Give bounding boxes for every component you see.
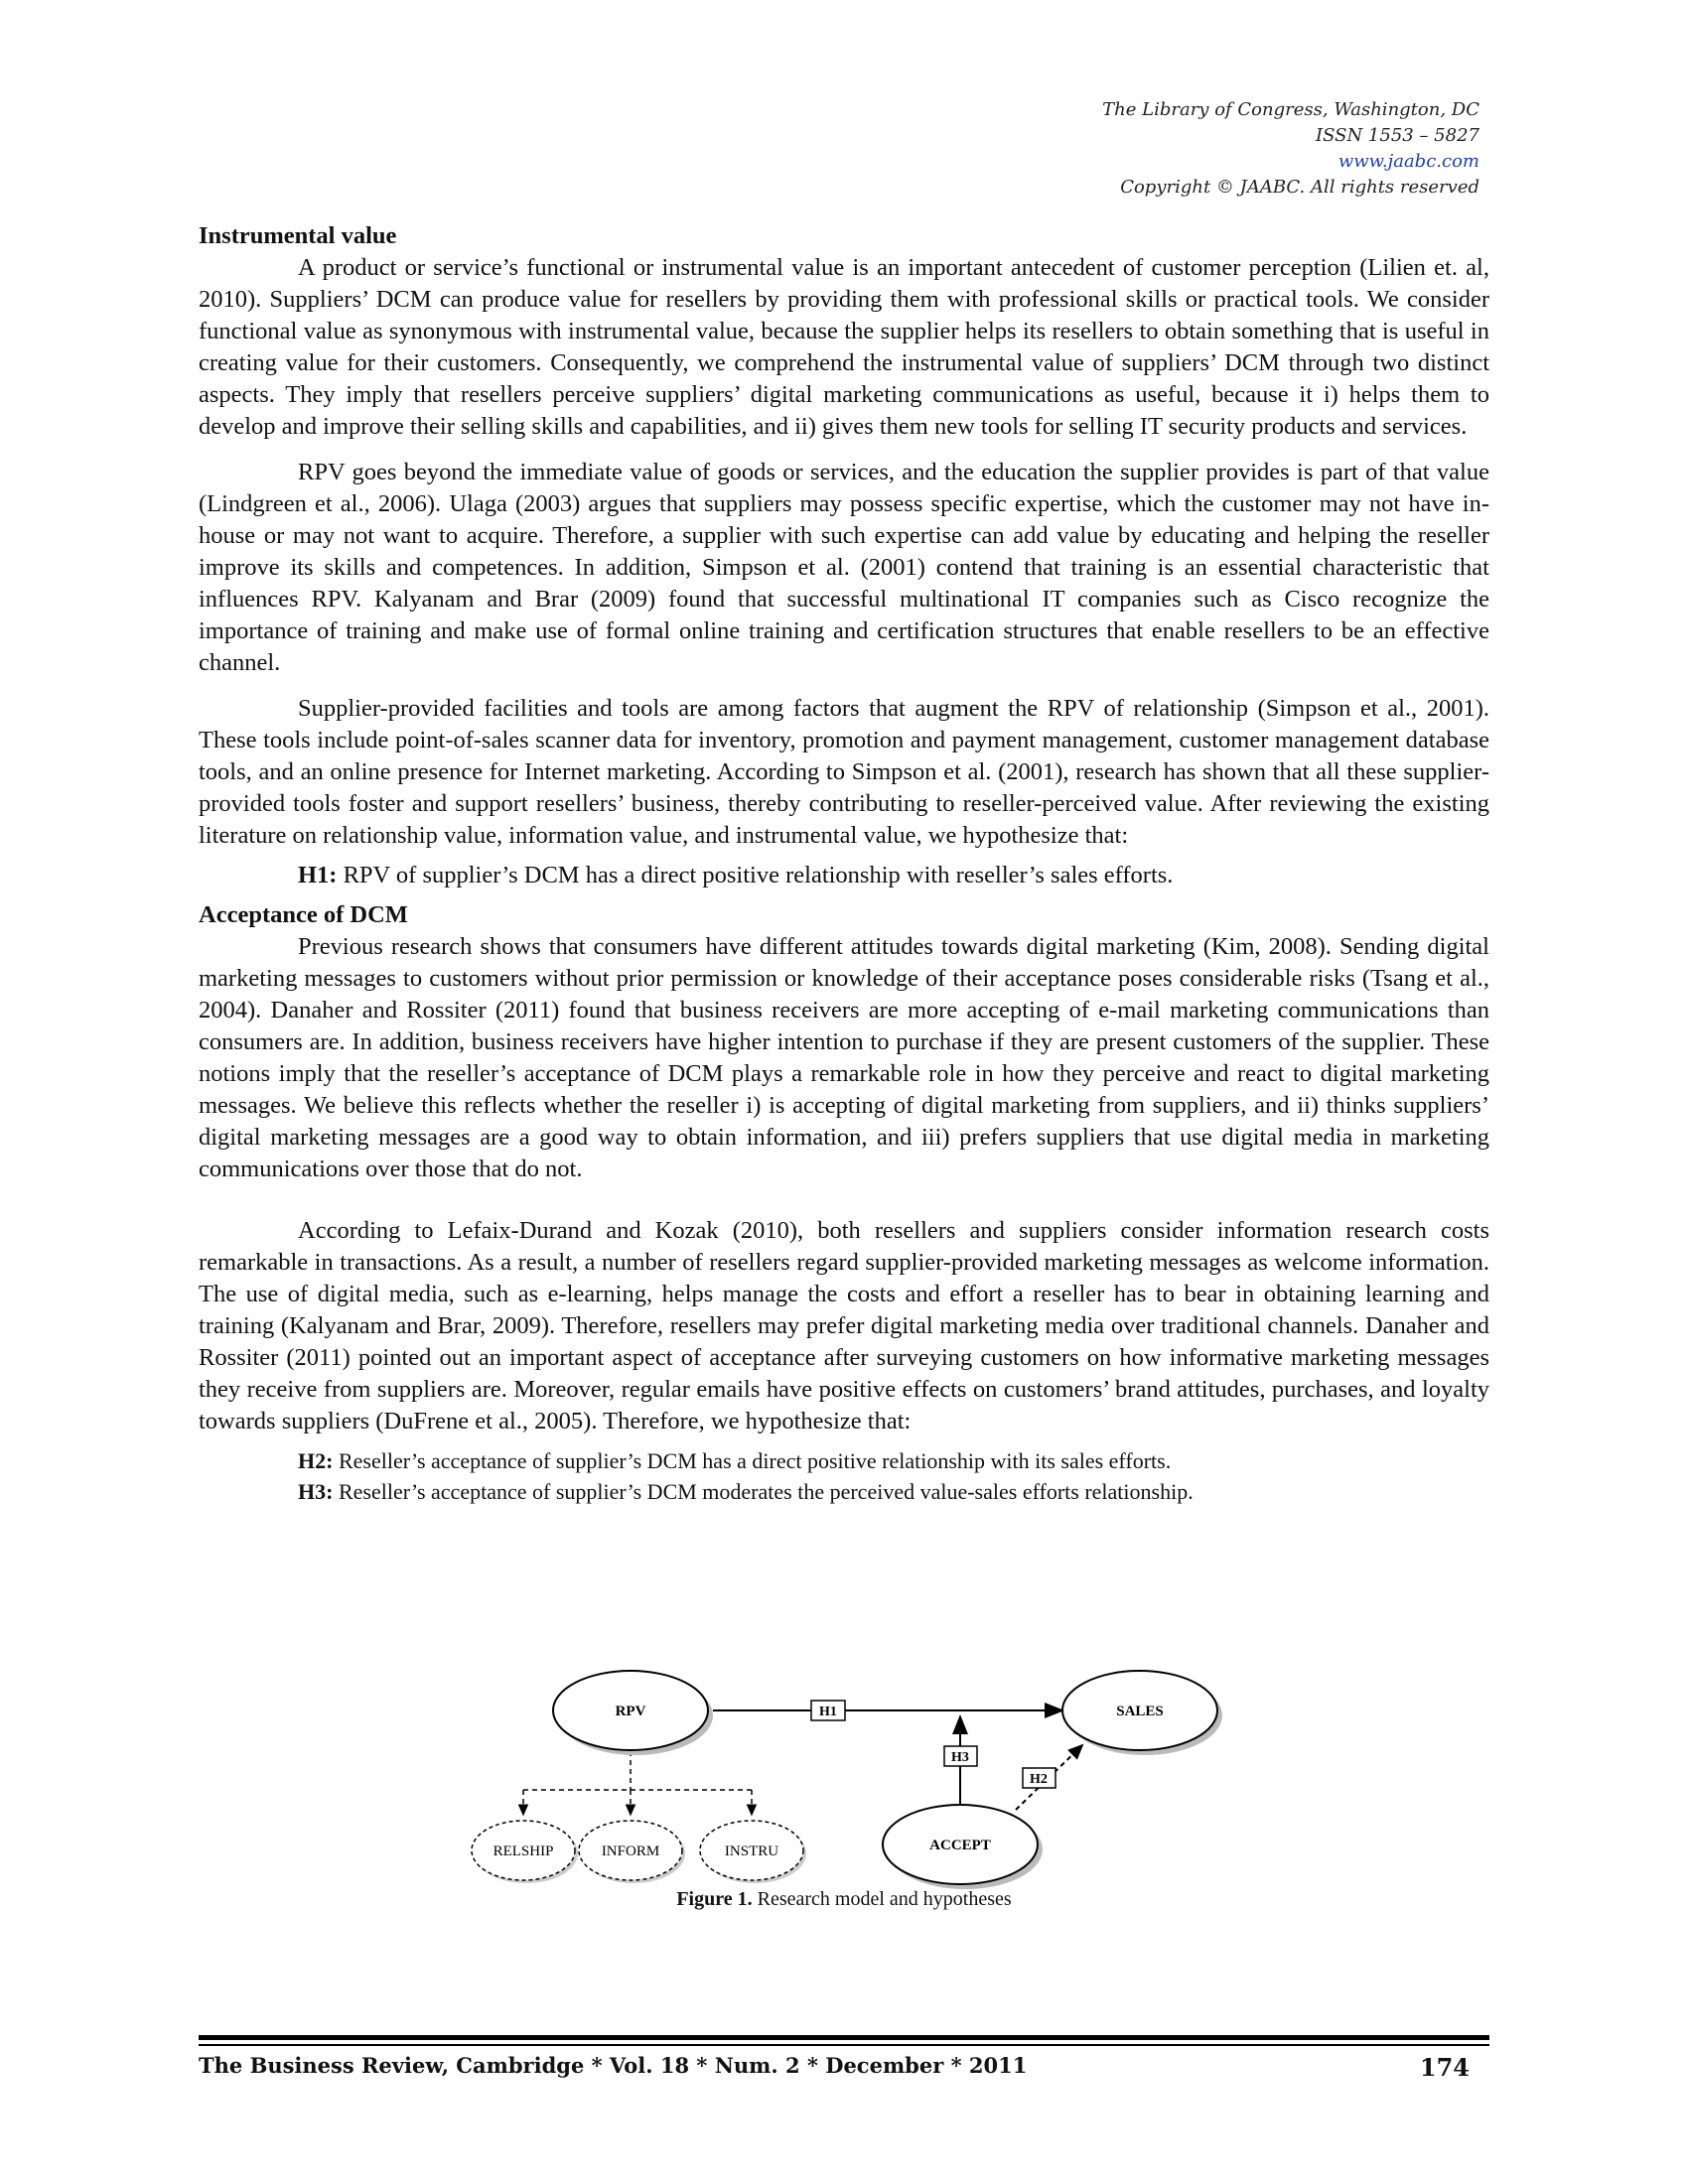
node-instru-label: INSTRU <box>724 1843 779 1859</box>
hypothesis-h1 <box>199 860 1489 891</box>
figure-caption-label: Figure 1. <box>676 1888 753 1910</box>
hypothesis-text: Reseller’s acceptance of supplier’s DCM has a direct positive relationship with its sales efforts. <box>333 1448 1172 1473</box>
section-heading-acceptance: Acceptance of DCM <box>199 901 408 928</box>
running-header <box>1102 97 1479 201</box>
research-model-diagram <box>437 1648 1251 1906</box>
node-sales-label: SALES <box>1116 1704 1164 1719</box>
hypothesis-h2 <box>199 1445 1489 1476</box>
hypothesis-text: RPV of supplier’s DCM has a direct positive relationship with reseller’s sales efforts. <box>337 862 1174 888</box>
header-website-link[interactable]: www.jaabc.com <box>1337 151 1479 172</box>
hypothesis-label: H2: <box>298 1448 334 1473</box>
footer-journal: The Business Review, Cambridge * Vol. 18 * Num. 2 * December * 2011 <box>199 2053 1028 2078</box>
node-accept-label: ACCEPT <box>929 1838 991 1853</box>
header-copyright: Copyright © JAABC. All rights reserved <box>1120 177 1479 198</box>
hypothesis-text: Reseller’s acceptance of supplier’s DCM moderates the perceived value-sales efforts relationship. <box>333 1479 1194 1504</box>
paragraph: RPV goes beyond the immediate value of goods or services, and the education the supplier provides is part of that value (Lindgreen et al., 2006). Ulaga (2003) argues that suppliers may possess specific expertise, which the customer may not have in-house or may not want to acquire. Therefore, a supplier with such expertise can add value by educating and helping the reseller improve its skills and competences. In addition, Simpson et al. (2001) contend that training is an essential characteristic that influences RPV. Kalyanam and Brar (2009) found that successful multinational IT companies such as Cisco recognize the importance of training and make use of formal online training and certification structures that enable resellers to be an effective channel. <box>199 459 1489 676</box>
article-body <box>199 220 1489 1507</box>
edge-h1-label: H1 <box>819 1705 837 1719</box>
section-heading-instrumental: Instrumental value <box>199 222 397 249</box>
paragraph: Previous research shows that consumers have different attitudes towards digital marketing (Kim, 2008). Sending digital marketing messages to customers without prior permission or knowledge of their acceptance poses considerable risks (Tsang et al., 2004). Danaher and Rossiter (2011) found that business receivers are more accepting of e-mail marketing communications than consumers are. In addition, business receivers have higher intention to purchase if they are present customers of the supplier. These notions imply that the reseller’s acceptance of DCM plays a remarkable role in how they perceive and react to digital marketing messages. We believe this reflects whether the reseller i) is accepting of digital marketing from suppliers, and ii) thinks suppliers’ digital marketing messages are a good way to obtain information, and iii) prefers suppliers that use digital media in marketing communications over those that do not. <box>199 933 1489 1182</box>
node-inform-label: INFORM <box>601 1843 660 1859</box>
paragraph: Supplier-provided facilities and tools are among factors that augment the RPV of relationship (Simpson et al., 2001). These tools include point-of-sales scanner data for inventory, promotion and payment management, customer management database tools, and an online presence for Internet marketing. According to Simpson et al. (2001), research has shown that all these supplier-provided tools foster and support resellers’ business, thereby contributing to reseller-perceived value. After reviewing the existing literature on relationship value, information value, and instrumental value, we hypothesize that: <box>199 695 1489 849</box>
node-rpv-label: RPV <box>615 1704 646 1719</box>
figure-caption <box>437 1888 1251 1911</box>
node-relship-label: RELSHIP <box>492 1843 554 1859</box>
edge-h2-label: H2 <box>1030 1772 1048 1787</box>
footer-rule <box>199 2035 1489 2040</box>
page-footer <box>199 2053 1489 2082</box>
paragraph: According to Lefaix-Durand and Kozak (2010), both resellers and suppliers consider information research costs remarkable in transactions. As a result, a number of resellers regard supplier-provided marketing messages as welcome information. The use of digital media, such as e-learning, helps manage the costs and effort a reseller has to bear in obtaining learning and training (Kalyanam and Brar, 2009). Therefore, resellers may prefer digital marketing media over traditional channels. Danaher and Rossiter (2011) pointed out an important aspect of acceptance after surveying customers on how informative marketing messages they receive from suppliers are. Moreover, regular emails have positive effects on customers’ brand attitudes, purchases, and loyalty towards suppliers (DuFrene et al., 2005). Therefore, we hypothesize that: <box>199 1217 1489 1434</box>
hypothesis-h3 <box>199 1476 1489 1507</box>
footer-rule <box>199 2044 1489 2046</box>
paragraph: A product or service’s functional or instrumental value is an important antecedent of customer perception (Lilien et. al, 2010). Suppliers’ DCM can produce value for resellers by providing them with professional skills or practical tools. We consider functional value as synonymous with instrumental value, because the supplier helps its resellers to obtain something that is useful in creating value for their customers. Consequently, we comprehend the instrumental value of suppliers’ DCM through two distinct aspects. They imply that resellers perceive suppliers’ digital marketing communications as useful, because it i) helps them to develop and improve their selling skills and capabilities, and ii) gives them new tools for selling IT security products and services. <box>199 254 1489 440</box>
figure-caption-text: Research model and hypotheses <box>757 1888 1012 1910</box>
header-issn: ISSN 1553 – 5827 <box>1316 125 1479 146</box>
hypothesis-label: H3: <box>298 1479 334 1504</box>
edge-h3-label: H3 <box>951 1750 969 1765</box>
header-library: The Library of Congress, Washington, DC <box>1102 99 1479 120</box>
hypothesis-label: H1: <box>298 862 338 888</box>
research-model-figure <box>437 1648 1251 1906</box>
page-number: 174 <box>1419 2053 1470 2082</box>
